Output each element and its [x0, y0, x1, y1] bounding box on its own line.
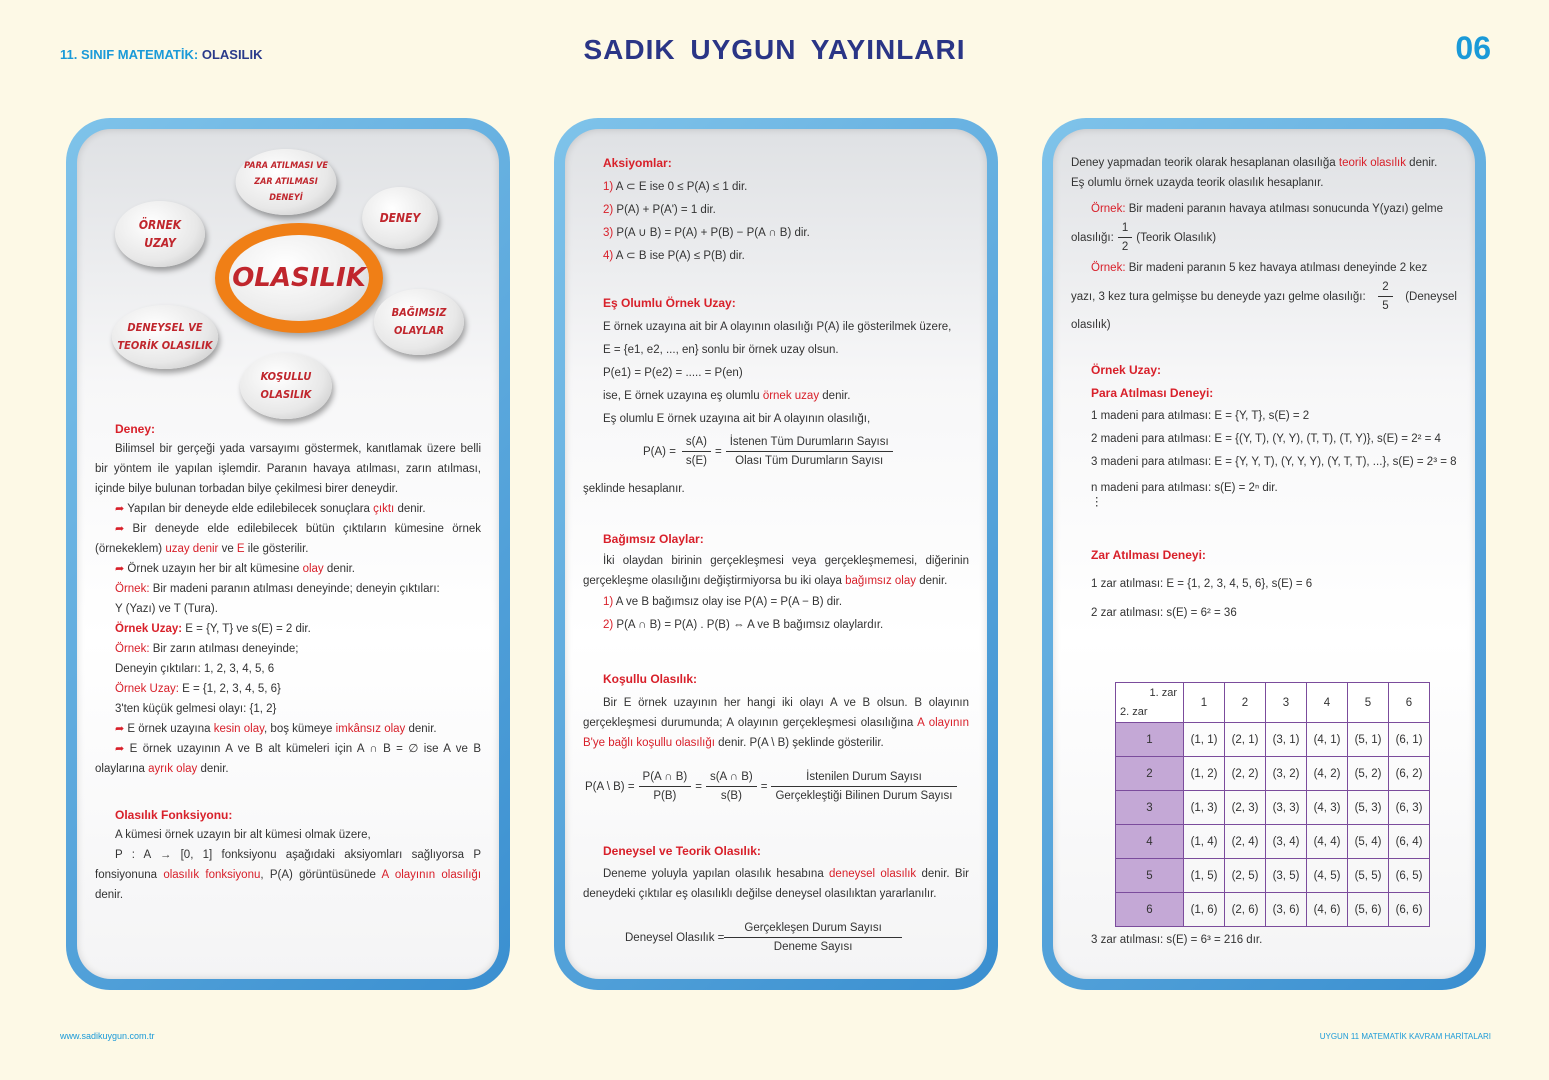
axioms-title: Aksiyomlar: [603, 156, 672, 170]
theoretical-example-line2: olasılığı: $\frac{1}{2}$ (Teorik Olasılık) [1071, 219, 1457, 256]
independent-section [583, 529, 969, 637]
equals-sign: = [760, 780, 768, 793]
panel-left [66, 118, 510, 990]
table-cell: (1, 3) [1184, 791, 1225, 825]
table-row [1116, 859, 1430, 893]
example-coin: Örnek: Bir madeni paranın atılması deneyinde; deneyin çıktıları: [115, 583, 440, 595]
func-line1: A kümesi örnek uzayın bir alt kümesi olmak üzere, [115, 829, 371, 841]
coin-line2: 2 madeni para atılması: E = {(Y, T), (Y, Y), (T, T), (T, Y)}, s(E) = 2² = 4 [1091, 433, 1441, 445]
table-cell: (5, 2) [1348, 757, 1389, 791]
node-ornek-uzay: ÖRNEK UZAY [115, 201, 205, 267]
table-cell: (6, 5) [1389, 859, 1430, 893]
empirical-formula [625, 919, 902, 956]
independent-title: Bağımsız Olaylar: [603, 532, 704, 546]
table-cell: (2, 4) [1225, 825, 1266, 859]
table-cell: (1, 1) [1184, 723, 1225, 757]
fraction-two-fifths: $\frac{2}{5}$ [1378, 278, 1392, 315]
panel-right-content [1053, 129, 1475, 979]
node-olasilik [215, 223, 383, 333]
table-cell: (6, 2) [1389, 757, 1430, 791]
website-link[interactable]: www.sadikuygun.com.tr [60, 1031, 155, 1041]
deney-title: Deney: [115, 422, 156, 436]
table-cell: (1, 4) [1184, 825, 1225, 859]
empirical-title: Deneysel ve Teorik Olasılık: [603, 844, 761, 858]
arrow-icon: ➦ [115, 563, 125, 575]
conditional-text: Bir E örnek uzayının her hangi iki olayı A ve B olsun. B olayının gerçekleşmesi durumunda; A olayının gerçekleşmesi olasılığına A olayının B'ye bağlı koşullu olasılığı denir. P(A \ B) şeklinde gösterilir. [583, 697, 970, 749]
topic-name: OLASILIK [201, 47, 263, 62]
dice-section [1071, 545, 1457, 623]
example-coin-space: Örnek Uzay: E = {Y, T} ve s(E) = 2 dir. [115, 623, 311, 635]
table-row [1116, 757, 1430, 791]
page-number: 06 [1455, 30, 1491, 66]
arrow-icon: ➦ [115, 523, 125, 535]
axiom-item: 2) P(A) + P(A') = 1 dir. [603, 204, 716, 216]
theoretical-def: Deney yapmadan teorik olarak hesaplanan olasılığa teorik olasılık denir. [1071, 157, 1438, 169]
eq-formula [643, 433, 893, 470]
axiom-item: 4) A ⊂ B ise P(A) ≤ P(B) dir. [603, 250, 745, 262]
column-header: 6 [1389, 683, 1430, 723]
node-deney: DENEY [362, 187, 438, 249]
node-deneysel-teorik: DENEYSEL VE TEORİK OLASILIK [112, 305, 218, 369]
table-cell: (1, 5) [1184, 859, 1225, 893]
row-header: 4 [1116, 825, 1184, 859]
table-cell: (1, 6) [1184, 893, 1225, 927]
table-cell: (5, 6) [1348, 893, 1389, 927]
bullet-cikti: ➦ Yapılan bir deneyde elde edilebilecek sonuçlara çıktı denir. [115, 503, 426, 515]
independent-item: 2) P(A ∩ B) = P(A) . P(B) ⇔ A ve B bağımsız olaylardır. [603, 619, 884, 631]
arrow-icon: ➦ [115, 503, 125, 515]
two-dice-table [1115, 682, 1430, 927]
func-line2: P : A → [0, 1] fonksiyonu aşağıdaki aksiyomları sağlıyorsa P fonsiyonuna olasılık fonksiyonu, P(A) görüntüsünede A olayının olasılığı denir. [95, 849, 482, 901]
coin-line3: 3 madeni para atılması: E = {Y, Y, T), (Y, Y, Y), (Y, T, T), ...}, s(E) = 2³ = 8 [1091, 456, 1457, 468]
cond-frac3: $\frac{\text{İstenilen Durum Sayısı}}{\text{Gerçekleştiği Bilinen Durum Sayısı}}$ [771, 768, 956, 805]
table-corner: 1. zar 2. zar [1116, 683, 1184, 723]
empirical-text: Deneme yoluyla yapılan olasılık hesabına deneysel olasılık denir. Bir deneydeki çıktılar eş olasılıklı değilse deneysel olasılıktan yararlanılır. [583, 868, 969, 900]
panel-middle-content [565, 129, 987, 979]
row-header: 5 [1116, 859, 1184, 893]
eq-line3: P(e1) = P(e2) = ..... = P(en) [603, 367, 743, 379]
center-label: OLASILIK [229, 235, 369, 321]
table-row [1116, 791, 1430, 825]
table-row [1116, 723, 1430, 757]
table-cell: (4, 6) [1307, 893, 1348, 927]
eq-frac2: $\frac{\text{İstenen Tüm Durumların Sayısı}}{\text{Olası Tüm Durumların Sayısı}}$ [726, 433, 893, 470]
theoretical-section [1071, 153, 1457, 335]
table-cell: (4, 1) [1307, 723, 1348, 757]
column-header: 5 [1348, 683, 1389, 723]
table-cell: (3, 5) [1266, 859, 1307, 893]
empirical-frac: $\frac{\text{Gerçekleşen Durum Sayısı}}{\text{Deneme Sayısı}}$ [724, 919, 901, 956]
panel-left-content [77, 129, 499, 979]
empirical-lhs: Deneysel Olasılık = [625, 931, 725, 944]
eq-line6: şeklinde hesaplanır. [583, 483, 685, 495]
table-cell: (1, 2) [1184, 757, 1225, 791]
column-header: 2 [1225, 683, 1266, 723]
empirical-example: Örnek: Bir madeni paranın 5 kez havaya atılması deneyinde 2 kez [1091, 262, 1428, 274]
table-header-row [1116, 683, 1430, 723]
eq-line1: E örnek uzayına ait bir A olayının olasılığı P(A) ile gösterilmek üzere, [603, 321, 952, 333]
table-cell: (3, 2) [1266, 757, 1307, 791]
empirical-section [583, 841, 969, 904]
dice-line1: 1 zar atılması: E = {1, 2, 3, 4, 5, 6}, s(E) = 6 [1091, 578, 1313, 590]
column-header: 3 [1266, 683, 1307, 723]
independent-item: 1) A ve B bağımsız olay ise P(A) = P(A − B) dir. [603, 596, 843, 608]
sample-space-section [1071, 359, 1457, 506]
series-name: UYGUN 11 MATEMATİK KAVRAM HARİTALARI [1319, 1032, 1491, 1041]
three-dice-section [1071, 930, 1457, 950]
axioms-list [583, 176, 969, 268]
example-die-outcomes: Deneyin çıktıları: 1, 2, 3, 4, 5, 6 [115, 663, 275, 675]
dice-title: Zar Atılması Deneyi: [1091, 548, 1206, 562]
sample-space-title: Örnek Uzay: [1091, 363, 1162, 377]
empirical-example-line2: yazı, 3 kez tura gelmişse bu deneyde yazı gelme olasılığı: $\frac{2}{5}$ (Deneysel [1071, 278, 1457, 315]
arrow-icon: ➦ [115, 743, 125, 755]
eq-line2: E = {e1, e2, ..., en} sonlu bir örnek uzay olsun. [603, 344, 839, 356]
equals-sign: = [695, 780, 702, 793]
table-cell: (5, 5) [1348, 859, 1389, 893]
course-name: 11. SINIF MATEMATİK: [60, 47, 199, 62]
table-cell: (4, 3) [1307, 791, 1348, 825]
column-header: 1 [1184, 683, 1225, 723]
table-cell: (4, 2) [1307, 757, 1348, 791]
table-cell: (2, 3) [1225, 791, 1266, 825]
arrow-icon: ➦ [115, 723, 125, 735]
table-cell: (2, 2) [1225, 757, 1266, 791]
axioms-section [583, 153, 969, 268]
axiom-item: 3) P(A ∪ B) = P(A) + P(B) − P(A ∩ B) dir. [603, 227, 810, 239]
independent-text: İki olaydan birinin gerçekleşmesi veya gerçekleşmemesi, diğerinin gerçekleşme olasılığını değiştirmiyorsa bu iki olaya bağımsız olay denir. [583, 555, 969, 587]
bullet-kesin-olay: ➦ E örnek uzayına kesin olay, boş kümeye imkânsız olay denir. [115, 723, 437, 735]
example-die-space: Örnek Uzay: E = {1, 2, 3, 4, 5, 6} [115, 683, 281, 695]
example-die-event: 3'ten küçük gelmesi olayı: {1, 2} [115, 703, 277, 715]
cond-frac2: $\frac{s(A \cap B)}{s(B)}$ [706, 768, 757, 805]
node-kosullu: KOŞULLU OLASILIK [240, 353, 332, 419]
bullet-ayrik-olay: ➦ E örnek uzayının A ve B alt kümeleri için A ∩ B = ∅ ise A ve B olaylarına ayrık olay denir. [95, 743, 481, 775]
table-cell: (6, 1) [1389, 723, 1430, 757]
eq-closing [583, 479, 969, 499]
node-para-zar: PARA ATILMASI VE ZAR ATILMASI DENEYİ [236, 149, 337, 215]
eq-formula-lhs: P(A) = [643, 445, 676, 458]
fraction-half: $\frac{1}{2}$ [1118, 219, 1132, 256]
coin-line1: 1 madeni para atılması: E = {Y, T}, s(E) = 2 [1091, 410, 1310, 422]
dice-line2: 2 zar atılması: s(E) = 6² = 36 [1091, 607, 1237, 619]
equals-sign: = [715, 445, 722, 458]
panel-right [1042, 118, 1486, 990]
table-cell: (6, 3) [1389, 791, 1430, 825]
row-header: 6 [1116, 893, 1184, 927]
equally-likely-section [583, 293, 969, 431]
table-cell: (4, 5) [1307, 859, 1348, 893]
example-die: Örnek: Bir zarın atılması deneyinde; [115, 643, 299, 655]
table-cell: (3, 4) [1266, 825, 1307, 859]
equally-likely-title: Eş Olumlu Örnek Uzay: [603, 296, 736, 310]
table-cell: (3, 3) [1266, 791, 1307, 825]
bullet-olay: ➦ Örnek uzayın her bir alt kümesine olay denir. [115, 563, 355, 575]
table-cell: (2, 6) [1225, 893, 1266, 927]
eq-line4: ise, E örnek uzayına eş olumlu örnek uzay denir. [603, 390, 851, 402]
vertical-ellipsis: ⋮ [1091, 496, 1103, 508]
theoretical-example: Örnek: Bir madeni paranın havaya atılması sonucunda Y(yazı) gelme [1091, 203, 1444, 215]
eq-line5: Eş olumlu E örnek uzayına ait bir A olayının olasılığı, [603, 413, 871, 425]
axiom-item: 1) A ⊂ E ise 0 ≤ P(A) ≤ 1 dir. [603, 181, 748, 193]
table-row [1116, 893, 1430, 927]
table-cell: (2, 1) [1225, 723, 1266, 757]
coin-title: Para Atılması Deneyi: [1091, 386, 1214, 400]
table-cell: (5, 4) [1348, 825, 1389, 859]
table-cell: (5, 3) [1348, 791, 1389, 825]
row-header: 3 [1116, 791, 1184, 825]
eq-frac1: $\frac{s(A)}{s(E)}$ [682, 433, 711, 470]
table-cell: (3, 6) [1266, 893, 1307, 927]
bullet-uzay: ➦ Bir deneyde elde edilebilecek bütün çıktıların kümesine örnek (örnekeklem) uzay denir ve E ile gösterilir. [95, 523, 481, 555]
table-cell: (4, 4) [1307, 825, 1348, 859]
publisher-title: SADIK UYGUN YAYINLARI [583, 34, 966, 65]
deney-section [95, 419, 481, 905]
table-cell: (6, 4) [1389, 825, 1430, 859]
column-header: 4 [1307, 683, 1348, 723]
row-header: 2 [1116, 757, 1184, 791]
table-cell: (5, 1) [1348, 723, 1389, 757]
concept-map [77, 129, 499, 429]
table-cell: (6, 6) [1389, 893, 1430, 927]
table-cell: (3, 1) [1266, 723, 1307, 757]
conditional-section [583, 669, 969, 753]
cond-lhs: P(A \ B) = [585, 780, 635, 793]
conditional-formula [585, 768, 957, 805]
theoretical-note: Eş olumlu örnek uzayda teorik olasılık hesaplanır. [1071, 177, 1324, 189]
row-header: 1 [1116, 723, 1184, 757]
table-cell: (2, 5) [1225, 859, 1266, 893]
node-bagimsiz: BAĞIMSIZ OLAYLAR [374, 289, 464, 355]
empirical-example-line3: olasılık) [1071, 319, 1111, 331]
cond-frac1: $\frac{P(A \cap B)}{P(B)}$ [639, 768, 692, 805]
coin-line4: n madeni para atılması: s(E) = 2ⁿ dir. [1091, 482, 1278, 494]
table-row [1116, 825, 1430, 859]
dice-line3: 3 zar atılması: s(E) = 6³ = 216 dır. [1091, 934, 1263, 946]
conditional-title: Koşullu Olasılık: [603, 672, 698, 686]
deney-text: Bilimsel bir gerçeği yada varsayımı göstermek, kanıtlamak üzere belli bir yöntem ile yapılan işlemdir. Paranın havaya atılması, zarın atılması, içinde bilye bulunan torbadan bilye çekilmesi birer deneydir. [95, 443, 481, 495]
func-title: Olasılık Fonksiyonu: [115, 808, 233, 822]
example-coin-outcomes: Y (Yazı) ve T (Tura). [115, 603, 218, 615]
panel-middle [554, 118, 998, 990]
